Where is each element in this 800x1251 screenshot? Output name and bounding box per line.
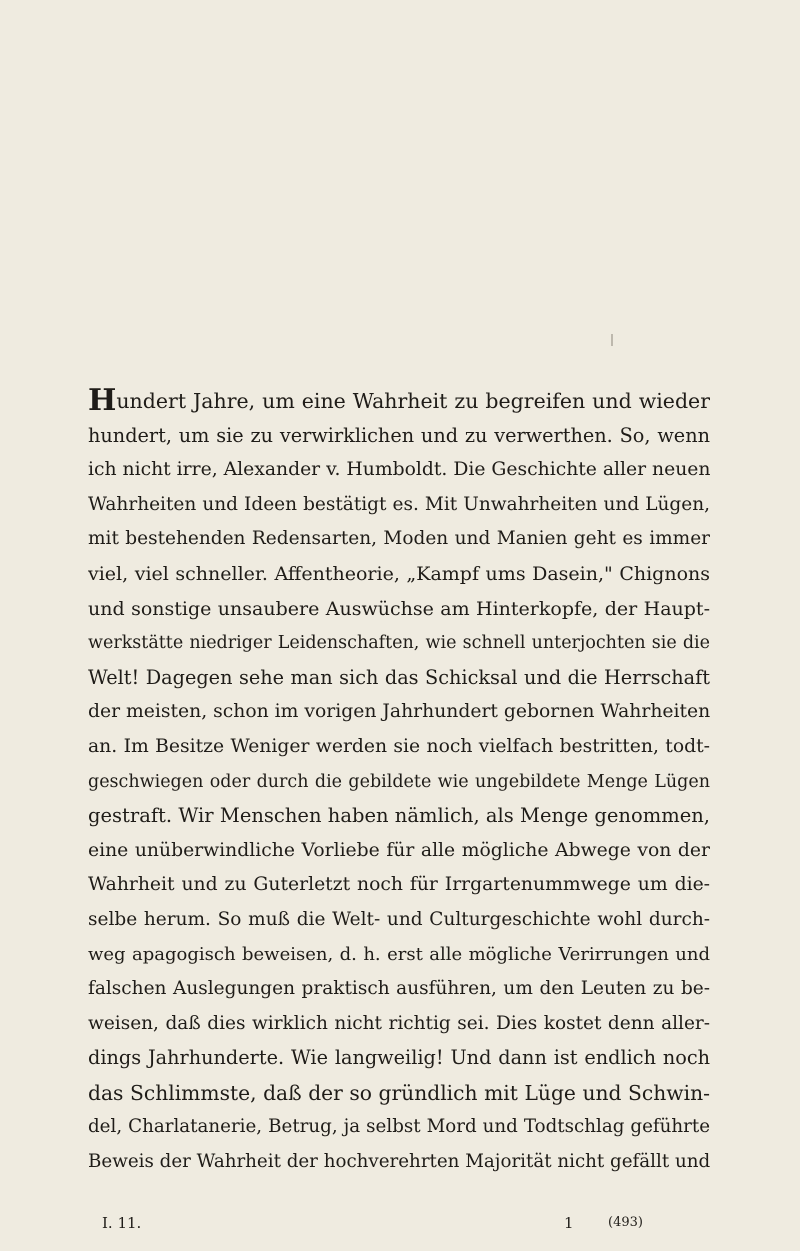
- text-line: falschen Auslegungen praktisch ausführen, um den Leuten zu be-: [88, 978, 710, 1000]
- text-line: mit bestehenden Redensarten, Moden und Manien geht es immer: [88, 528, 710, 550]
- text-line: weg apagogisch beweisen, d. h. erst alle mögliche Verirrungen und: [88, 943, 710, 965]
- text-line: Hundert Jahre, um eine Wahrheit zu begreifen und wieder: [88, 384, 710, 418]
- text-line: Wahrheiten und Ideen bestätigt es. Mit Unwahrheiten und Lügen,: [88, 493, 710, 515]
- text-line: selbe herum. So muß die Welt- und Culturgeschichte wohl durch-: [88, 908, 710, 930]
- text-line: ich nicht irre, Alexander v. Humboldt. Die Geschichte aller neuen: [88, 459, 710, 481]
- signature-mark: I. 11.: [102, 1214, 142, 1232]
- page-footer: [102, 1212, 714, 1234]
- text-line: das Schlimmste, daß der so gründlich mit Lüge und Schwin-: [88, 1080, 710, 1105]
- text-line: Welt! Dagegen sehe man sich das Schicksal und die Herrschaft: [88, 665, 710, 689]
- text-line: der meisten, schon im vorigen Jahrhundert gebornen Wahrheiten: [88, 701, 710, 723]
- drop-cap: H: [88, 384, 117, 418]
- body-text: [88, 384, 710, 1180]
- text-line: dings Jahrhunderte. Wie langweilig! Und dann ist endlich noch: [88, 1046, 710, 1070]
- page-number: 1: [564, 1214, 574, 1232]
- text-line: Beweis der Wahrheit der hochverehrten Majorität nicht gefällt und: [88, 1151, 710, 1173]
- text-line: und sonstige unsaubere Auswüchse am Hinterkopfe, der Haupt-: [88, 597, 710, 620]
- text-line: eine unüberwindliche Vorliebe für alle mögliche Abwege von der: [88, 839, 710, 861]
- text-line: werkstätte niedriger Leidenschaften, wie schnell unterjochten sie die: [88, 633, 710, 654]
- text-line: Wahrheit und zu Guterletzt noch für Irrgartenummwege um die-: [88, 874, 710, 896]
- job-number: (493): [608, 1215, 643, 1230]
- text-line: viel, viel schneller. Affentheorie, „Kampf ums Dasein," Chignons: [88, 562, 710, 585]
- page-mark: [611, 334, 613, 346]
- text-line: hundert, um sie zu verwirklichen und zu verwerthen. So, wenn: [88, 423, 710, 447]
- text-line: gestraft. Wir Menschen haben nämlich, als Menge genommen,: [88, 804, 710, 828]
- text-line: del, Charlatanerie, Betrug, ja selbst Mord und Todtschlag geführte: [88, 1116, 710, 1138]
- text-line: weisen, daß dies wirklich nicht richtig sei. Dies kostet denn aller-: [88, 1012, 710, 1034]
- text-line: geschwiegen oder durch die gebildete wie ungebildete Menge Lügen: [88, 771, 710, 792]
- text-line: an. Im Besitze Weniger werden sie noch vielfach bestritten, todt-: [88, 735, 710, 757]
